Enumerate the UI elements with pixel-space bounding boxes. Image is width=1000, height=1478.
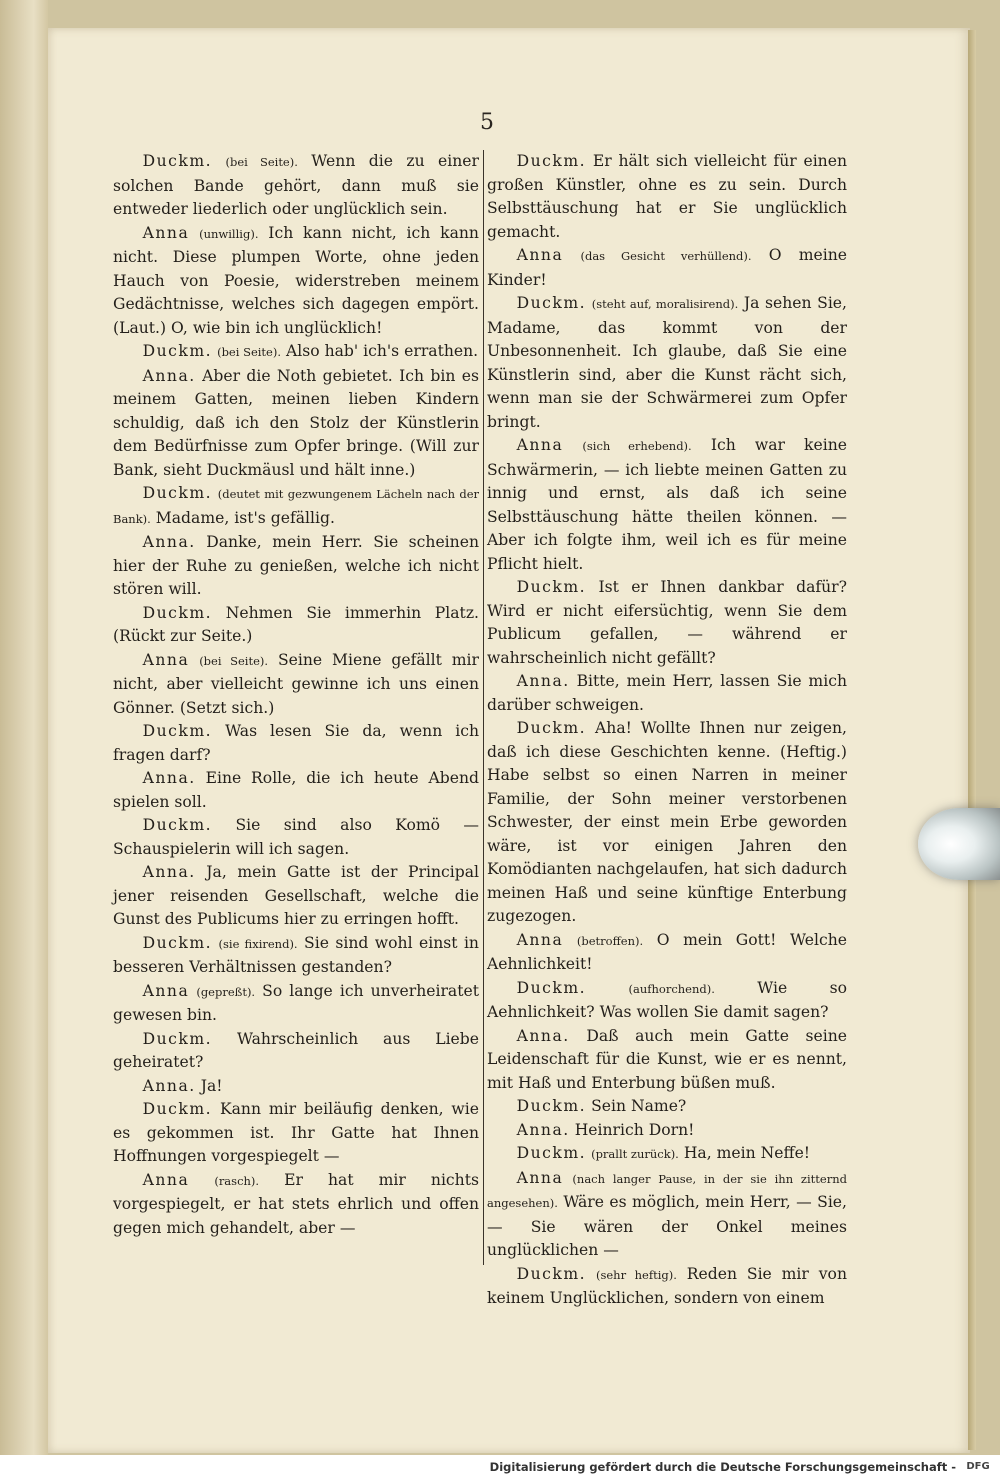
dialogue-text: Er hat mir nichts vorgespiegelt, er hat stets ehrlich und offen gegen mich gehandelt, aber — bbox=[113, 1170, 479, 1237]
dialogue-text: Ha, mein Neffe! bbox=[683, 1144, 811, 1162]
dialogue-text: Sie sind also Komö — Schauspielerin will ich sagen. bbox=[113, 816, 479, 858]
dialogue-paragraph bbox=[487, 434, 847, 576]
dialogue-text: Sie sind wohl einst in besseren Verhältnissen gestanden? bbox=[113, 933, 479, 976]
speaker-name: Anna. bbox=[142, 1076, 196, 1095]
stage-direction: (bei Seite). bbox=[225, 155, 298, 169]
dialogue-text: Kann mir beiläufig denken, wie es gekommen ist. Ihr Gatte hat Ihnen Hoffnungen vorgespiegelt — bbox=[113, 1100, 479, 1165]
dialogue-paragraph bbox=[113, 340, 479, 365]
speaker-name: Duckm. bbox=[142, 816, 213, 834]
dialogue-paragraph bbox=[113, 649, 479, 721]
stage-direction: (das Gesicht verhüllend). bbox=[580, 249, 752, 263]
left-text-column bbox=[113, 150, 479, 1240]
speaker-name: Duckm. bbox=[142, 603, 213, 622]
dialogue-paragraph bbox=[113, 1075, 479, 1099]
dialogue-text: Ja sehen Sie, Madame, das kommt von der Unbesonnenheit. Ich glaube, daß Sie eine Künstlerin sind, aber die Kunst rächt sich, wenn man sie der Schwärmerei zum Opfer bringt. bbox=[487, 294, 847, 431]
dialogue-paragraph bbox=[487, 1025, 847, 1096]
dialogue-paragraph bbox=[113, 531, 479, 602]
speaker-name: Duckm. bbox=[142, 484, 213, 502]
dialogue-paragraph bbox=[487, 244, 847, 292]
stage-direction: (unwillig). bbox=[199, 226, 259, 241]
speaker-name: Duckm. bbox=[142, 1100, 213, 1118]
dialogue-paragraph bbox=[113, 1028, 479, 1075]
speaker-name: Duckm. bbox=[516, 1264, 587, 1283]
dialogue-paragraph bbox=[113, 720, 479, 767]
dialogue-text: Wie so Aehnlichkeit? Was wollen Sie damit sagen? bbox=[487, 978, 847, 1021]
dialogue-paragraph bbox=[487, 576, 847, 670]
dialogue-paragraph bbox=[487, 670, 847, 717]
dialogue-paragraph bbox=[487, 292, 847, 434]
dialogue-text: Sein Name? bbox=[591, 1097, 687, 1115]
dialogue-text: Wäre es möglich, mein Herr, — Sie, — Sie wären der Onkel meines unglücklichen — bbox=[487, 1193, 847, 1259]
stage-direction: (gepreßt). bbox=[196, 984, 256, 999]
dialogue-text: Ist er Ihnen dankbar dafür? Wird er nicht eifersüchtig, wenn Sie dem Publicum gefallen, — während er wahrscheinlich nicht gefällt? bbox=[487, 578, 847, 667]
dialogue-paragraph bbox=[113, 1098, 479, 1169]
dialogue-text: Danke, mein Herr. Sie scheinen hier der Ruhe zu genießen, welche ich nicht stören will. bbox=[113, 533, 479, 598]
dialogue-paragraph bbox=[487, 1119, 847, 1143]
dialogue-paragraph bbox=[113, 767, 479, 814]
stage-direction: (sehr heftig). bbox=[595, 1267, 677, 1282]
dialogue-text: O mein Gott! Welche Aehnlichkeit! bbox=[487, 930, 847, 973]
speaker-name: Anna. bbox=[142, 863, 196, 881]
dialogue-paragraph bbox=[113, 980, 479, 1028]
dialogue-text: Wenn die zu einer solchen Bande gehört, dann muß sie entweder liederlich oder unglücklich sein. bbox=[113, 152, 479, 218]
dialogue-text: Daß auch mein Gatte seine Leidenschaft für die Kunst, wie er es nennt, mit Haß und Enterbung büßen muß. bbox=[487, 1026, 847, 1092]
speaker-name: Anna bbox=[516, 436, 564, 454]
dialogue-paragraph bbox=[113, 365, 479, 483]
speaker-name: Duckm. bbox=[516, 152, 587, 170]
dialogue-text: Eine Rolle, die ich heute Abend spielen soll. bbox=[113, 769, 479, 811]
page-number: 5 bbox=[480, 110, 494, 135]
column-divider bbox=[483, 150, 484, 1265]
speaker-name: Anna bbox=[516, 1168, 564, 1187]
dialogue-paragraph bbox=[487, 1142, 847, 1167]
dialogue-text: Reden Sie mir von keinem Unglücklichen, sondern von einem bbox=[487, 1264, 847, 1307]
speaker-name: Duckm. bbox=[516, 978, 587, 997]
dialogue-text: Ich kann nicht, ich kann nicht. Diese plumpen Worte, ohne jeden Hauch von Poesie, widerstreben meinem Gedächtnisse, welches sich dagegen empört. (Laut.) O, wie bin ich unglücklich! bbox=[113, 223, 479, 337]
dialogue-text: Madame, ist's gefällig. bbox=[155, 508, 335, 527]
dialogue-paragraph bbox=[487, 717, 847, 929]
speaker-name: Duckm. bbox=[516, 1144, 587, 1162]
page-edge bbox=[968, 30, 976, 1450]
dialogue-paragraph bbox=[487, 1167, 847, 1263]
stage-direction: (prallt zurück). bbox=[591, 1147, 679, 1161]
stage-direction: (aufhorchend). bbox=[628, 981, 715, 996]
dialogue-paragraph bbox=[487, 1263, 847, 1311]
speaker-name: Anna bbox=[142, 1170, 190, 1189]
speaker-name: Duckm. bbox=[142, 722, 213, 740]
dialogue-text: Was lesen Sie da, wenn ich fragen darf? bbox=[113, 722, 479, 764]
stage-direction: (betroffen). bbox=[576, 933, 644, 948]
dialogue-paragraph bbox=[487, 150, 847, 244]
dialogue-paragraph bbox=[487, 1095, 847, 1119]
dialogue-paragraph bbox=[113, 861, 479, 932]
dialogue-text: Nehmen Sie immerhin Platz. (Rückt zur Seite.) bbox=[113, 603, 479, 645]
right-text-column bbox=[487, 150, 847, 1311]
dialogue-text: Aha! Wollte Ihnen nur zeigen, daß ich diese Geschichten kenne. (Heftig.) Habe selbst so einen Narren in meiner Familie, der Sohn meiner verstorbenen Schwester, der einst mein Erbe geworden wäre, ist vor einigen Jahren den Komödianten nachgelaufen, hat sich dadurch meinen Haß und seine künftige Enterbung zugezogen. bbox=[487, 719, 847, 925]
speaker-name: Anna bbox=[142, 650, 190, 669]
speaker-name: Duckm. bbox=[516, 719, 587, 737]
speaker-name: Anna bbox=[142, 981, 190, 1000]
dialogue-paragraph bbox=[113, 150, 479, 222]
stage-direction: (deutet mit gezwungenem Lächeln nach der Bank). bbox=[113, 487, 479, 526]
stage-direction: (bei Seite). bbox=[199, 653, 269, 668]
speaker-name: Anna. bbox=[142, 769, 196, 787]
speaker-name: Anna. bbox=[516, 1026, 570, 1045]
dialogue-text: Wahrscheinlich aus Liebe geheiratet? bbox=[113, 1029, 479, 1071]
speaker-name: Duckm. bbox=[516, 294, 587, 312]
dialogue-text: Bitte, mein Herr, lassen Sie mich darüber schweigen. bbox=[487, 672, 847, 714]
footer-credit: Digitalisierung gefördert durch die Deutsche Forschungsgemeinschaft - bbox=[489, 1460, 956, 1474]
dialogue-text: Seine Miene gefällt mir nicht, aber vielleicht gewinne ich uns einen Gönner. (Setzt sich.) bbox=[113, 650, 479, 717]
speaker-name: Duckm. bbox=[516, 1097, 587, 1115]
speaker-name: Duckm. bbox=[142, 933, 213, 952]
speaker-name: Duckm. bbox=[142, 152, 213, 170]
stage-direction: (sie fixirend). bbox=[218, 936, 298, 951]
dialogue-text: Also hab' ich's errathen. bbox=[285, 342, 479, 360]
dialogue-text: So lange ich unverheiratet gewesen bin. bbox=[113, 981, 479, 1024]
speaker-name: Anna. bbox=[142, 533, 196, 551]
dialogue-text: Ja, mein Gatte ist der Principal jener reisenden Gesellschaft, welche die Gunst des Publicums hier zu erringen hofft. bbox=[113, 863, 479, 928]
speaker-name: Duckm. bbox=[142, 342, 213, 360]
speaker-name: Anna. bbox=[142, 366, 196, 385]
dialogue-text: Er hält sich vielleicht für einen großen Künstler, ohne es zu sein. Durch Selbsttäuschung hat er Sie unglücklich gemacht. bbox=[487, 152, 847, 241]
speaker-name: Duckm. bbox=[516, 578, 587, 596]
stage-direction: (sich erhebend). bbox=[582, 439, 692, 453]
speaker-name: Anna bbox=[516, 930, 564, 949]
speaker-name: Duckm. bbox=[142, 1029, 213, 1048]
stage-direction: (bei Seite). bbox=[217, 345, 281, 359]
dialogue-text: Ja! bbox=[200, 1076, 223, 1095]
dialogue-paragraph bbox=[113, 1169, 479, 1241]
speaker-name: Anna. bbox=[516, 672, 570, 690]
speaker-name: Anna. bbox=[516, 1120, 570, 1139]
dialogue-paragraph bbox=[487, 929, 847, 977]
scanner-reflection bbox=[918, 808, 1000, 880]
stage-direction: (rasch). bbox=[214, 1173, 260, 1188]
speaker-name: Anna bbox=[516, 246, 564, 264]
dialogue-paragraph bbox=[487, 977, 847, 1025]
stage-direction: (steht auf, moralisirend). bbox=[591, 297, 739, 311]
dialogue-paragraph bbox=[113, 222, 479, 341]
dialogue-text: Ich war keine Schwärmerin, — ich liebte meinen Gatten zu innig und ernst, als daß ich seine Selbsttäuschung hätte theilen können. — Aber ich folgte ihm, weil ich es für meine Pflicht hielt. bbox=[487, 436, 847, 573]
speaker-name: Anna bbox=[142, 223, 190, 242]
dialogue-paragraph bbox=[113, 932, 479, 980]
dialogue-paragraph bbox=[113, 602, 479, 649]
book-gutter bbox=[0, 0, 48, 1455]
stage-direction: (nach langer Pause, in der sie ihn zitternd angesehen). bbox=[487, 1171, 847, 1210]
dialogue-paragraph bbox=[113, 482, 479, 531]
dfg-logo: DFG bbox=[960, 1459, 996, 1474]
dialogue-text: Aber die Noth gebietet. Ich bin es meinem Gatten, meinen lieben Kindern schuldig, daß ich den Stolz der Künstlerin dem Bedürfnisse zum Opfer bringe. (Will zur Bank, sieht Duckmäusl und hält inne.) bbox=[113, 366, 479, 479]
dialogue-text: O meine Kinder! bbox=[487, 246, 847, 289]
dialogue-text: Heinrich Dorn! bbox=[574, 1120, 695, 1139]
dialogue-paragraph bbox=[113, 814, 479, 861]
